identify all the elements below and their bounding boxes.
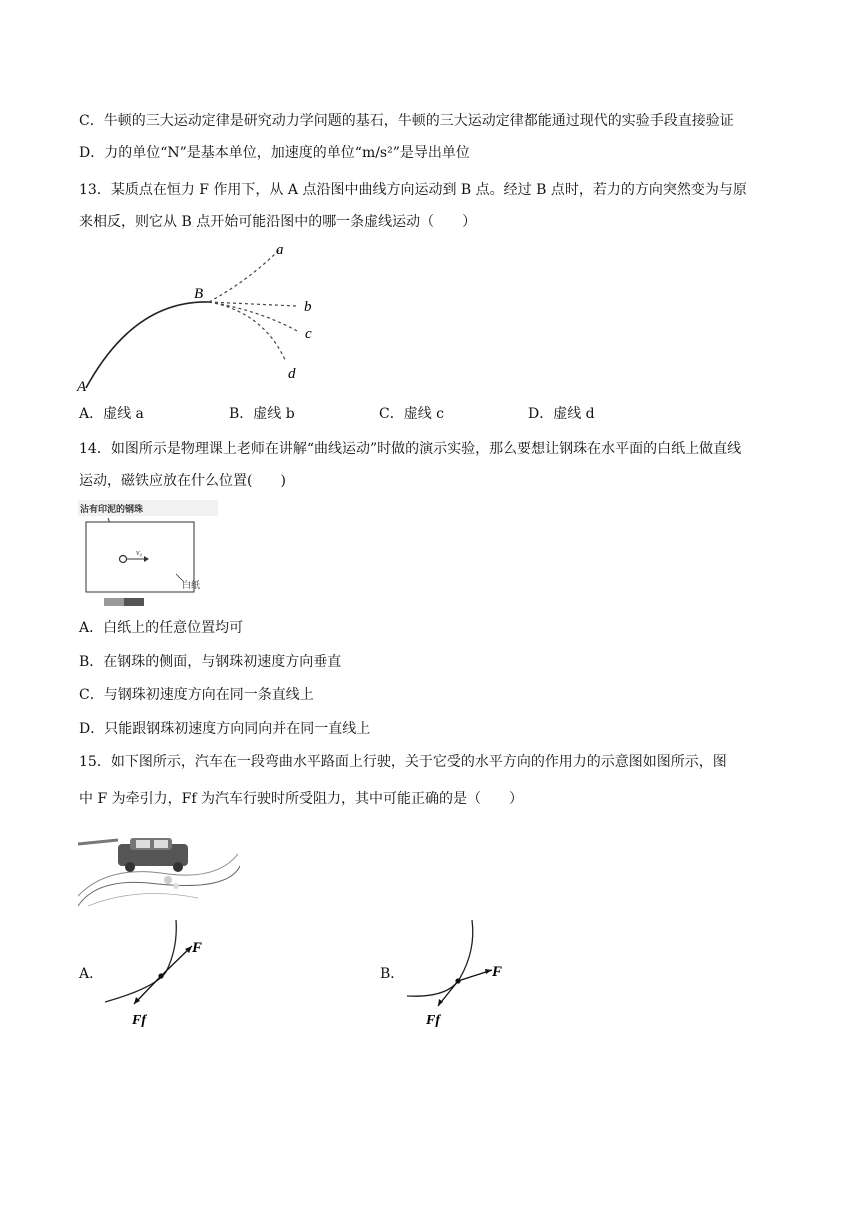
q13-option-b: B．虚线 b (229, 406, 295, 422)
q14-option-a: A．白纸上的任意位置均可 (79, 620, 244, 636)
drag-ff-label: Ff (426, 1013, 440, 1028)
dashed-line-c (209, 302, 299, 332)
label-b: b (304, 299, 312, 315)
curve-path (407, 920, 473, 996)
q14-stem-line2: 运动，磁铁应放在什么位置( ) (79, 473, 286, 489)
exhaust-puff (164, 876, 172, 884)
solid-curve-a-to-b (86, 302, 209, 388)
q13-stem-line2: 来相反，则它从 B 点开始可能沿图中的哪一条虚线运动（ ） (79, 214, 477, 230)
label-d: d (288, 366, 296, 382)
q15-stem-line1: 15．如下图所示，汽车在一段弯曲水平路面上行驶，关于它受的水平方向的作用力的示意图如图所示，图 (79, 754, 727, 770)
dashed-line-a (209, 250, 279, 302)
q13-option-a: A．虚线 a (79, 406, 144, 422)
label-point-a: A (77, 379, 87, 395)
q14-option-d: D．只能跟钢珠初速度方向同向并在同一直线上 (79, 721, 371, 737)
q13-trajectory-diagram (74, 240, 334, 395)
q13-option-d: D．虚线 d (528, 406, 595, 422)
road-track (88, 894, 198, 907)
q15-option-b-label: B． (380, 966, 405, 982)
car-window-left (136, 840, 150, 848)
car-window-right (154, 840, 168, 848)
q15-car-illustration (78, 836, 240, 906)
car-wheel-right (173, 862, 183, 872)
dashed-line-d (209, 302, 286, 362)
drag-ff-label: Ff (132, 1013, 146, 1028)
q13-option-c: C．虚线 c (379, 406, 445, 422)
steel-ball (120, 556, 127, 563)
q13-stem-line1: 13．某质点在恒力 F 作用下，从 A 点沿图中曲线方向运动到 B 点。经过 B 点时，若力的方向突然变为与原 (79, 182, 747, 198)
ball-label: 沾有印泥的钢珠 (80, 505, 144, 515)
roadside-rail (78, 840, 118, 844)
q14-option-b: B．在钢珠的侧面，与钢珠初速度方向垂直 (79, 654, 342, 670)
velocity-label: v₀ (136, 548, 143, 557)
q15-option-a-diagram (100, 918, 220, 1028)
white-paper (86, 522, 194, 592)
q14-experiment-diagram (78, 500, 218, 612)
q15-option-a-label: A． (79, 966, 104, 982)
car-wheel-left (125, 862, 135, 872)
q15-option-b-diagram (404, 918, 524, 1028)
force-f-label: F (192, 940, 203, 956)
q14-stem-line1: 14．如图所示是物理课上老师在讲解“曲线运动”时做的演示实验，那么要想让钢珠在水平面的白纸上做直线 (79, 441, 742, 457)
q14-option-c: C．与钢珠初速度方向在同一条直线上 (79, 687, 314, 703)
exhaust-puff-small (173, 883, 179, 889)
curve-path (105, 920, 176, 1002)
force-f-label: F (492, 964, 503, 980)
magnet-pole (104, 598, 124, 606)
road-edge-outer (78, 866, 240, 906)
q12-option-d: D．力的单位“N”是基本单位，加速度的单位“m/s²”是导出单位 (79, 145, 470, 161)
label-point-b: B (194, 286, 204, 302)
q15-stem-line2: 中 F 为牵引力，Ff 为汽车行驶时所受阻力，其中可能正确的是（ ） (79, 791, 523, 807)
label-c: c (305, 326, 312, 342)
q12-option-c: C．牛顿的三大运动定律是研究动力学问题的基石，牛顿的三大运动定律都能通过现代的实验手段直接验证 (79, 113, 734, 129)
paper-label: 白纸 (182, 581, 201, 591)
label-a: a (276, 242, 284, 258)
